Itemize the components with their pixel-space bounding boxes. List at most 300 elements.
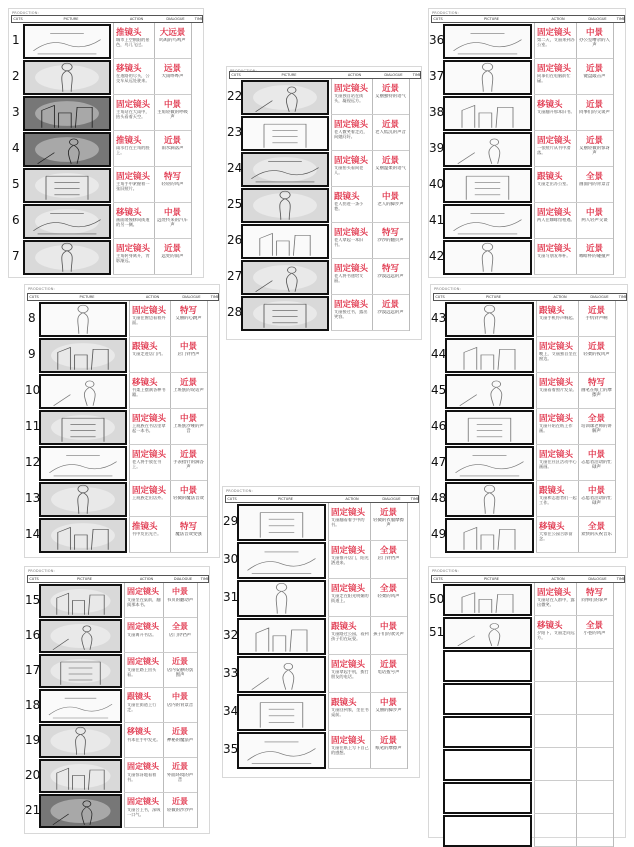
storyboard-frame <box>39 446 127 481</box>
column-header-cuts: CUTS <box>433 577 443 581</box>
cut-number: 9 <box>28 347 36 361</box>
camera-movement-label: 固定镜头 <box>537 588 572 598</box>
action-description: 书本在手中发光。 <box>127 738 161 742</box>
storyboard-row <box>9 131 205 167</box>
action-description: 艾丽手机铃声响起。 <box>539 316 577 320</box>
column-header-action: ACTION <box>553 295 567 299</box>
column-header-picture: PICTURE <box>77 577 92 581</box>
storyboard-frame <box>39 518 127 553</box>
camera-movement-label: 移镜头 <box>127 727 151 736</box>
cut-number: 15 <box>25 592 41 607</box>
shot-size-label: 近景 <box>585 244 603 254</box>
camera-movement-label: 移镜头 <box>537 100 563 110</box>
cut-number: 29 <box>223 514 239 528</box>
storyboard-row <box>431 409 629 445</box>
dialogue-sound-text: 沙漠远远的声 <box>377 274 404 279</box>
cut-number: 42 <box>429 249 445 263</box>
column-header-time: TIME <box>616 577 626 581</box>
action-description: 书中发出光芒。 <box>132 532 162 536</box>
action-description: 艾丽抬头看向老人。 <box>334 166 364 175</box>
camera-movement-label: 固定镜头 <box>334 264 369 274</box>
production-label: PRODUCTION: <box>226 489 253 493</box>
cut-number: 37 <box>429 69 445 83</box>
dialogue-sound-text: 轻轻的风声 <box>161 182 184 187</box>
sketch-illustration <box>447 520 532 551</box>
sketch-illustration <box>445 26 530 57</box>
row-divider <box>331 330 409 331</box>
column-header-time: TIME <box>194 17 204 21</box>
column-header-cuts: CUTS <box>435 295 445 299</box>
cut-number: 5 <box>12 177 20 191</box>
sketch-illustration <box>25 170 109 201</box>
production-label: PRODUCTION: <box>432 569 459 573</box>
storyboard-row <box>25 688 211 723</box>
column-header-row <box>225 495 419 503</box>
camera-movement-label: 固定镜头 <box>331 736 366 746</box>
column-header-dialogue: DIALOGUE <box>382 497 401 501</box>
storyboard-frame <box>241 260 329 295</box>
camera-movement-label: 固定镜头 <box>331 584 366 594</box>
storyboard-row <box>429 781 627 814</box>
dialogue-sound-text: 轻柔的夜风声 <box>583 352 610 357</box>
column-header-row <box>431 15 625 23</box>
dialogue-sound-text: 主角轻微的呼吸声 <box>157 110 188 121</box>
column-header-dialogue: DIALOGUE <box>173 577 193 581</box>
column-header-action: ACTION <box>145 295 160 299</box>
sketch-illustration <box>447 448 532 479</box>
storyboard-row <box>25 337 221 373</box>
action-description: 主角站在大雨中，抬头看着天空。 <box>116 110 150 119</box>
sketch-illustration <box>445 206 530 237</box>
shot-size-label: 特写 <box>163 172 181 182</box>
column-header-action: ACTION <box>345 497 359 501</box>
sketch-illustration <box>239 620 324 653</box>
column-header-picture: PICTURE <box>486 295 501 299</box>
column-header-row <box>27 575 209 583</box>
shot-size-label: 近景 <box>163 244 181 254</box>
storyboard-row <box>227 295 423 331</box>
row-divider <box>129 552 207 553</box>
dialogue-sound-text: 画面内的背景音 <box>579 182 610 187</box>
camera-movement-label: 跟镜头 <box>539 306 565 316</box>
column-header-action: ACTION <box>347 73 362 77</box>
sketch-illustration <box>41 656 120 686</box>
cut-number: 38 <box>429 105 445 119</box>
sketch-illustration <box>243 82 327 113</box>
storyboard-row <box>429 649 627 682</box>
sketch-illustration <box>25 98 109 129</box>
cut-number: 20 <box>25 767 41 782</box>
column-header-dialogue: DIALOGUE <box>384 73 403 77</box>
shot-size-label: 近景 <box>179 450 197 460</box>
column-header-time: TIME <box>412 73 422 77</box>
shot-size-label: 中景 <box>172 587 188 596</box>
storyboard-frame <box>39 410 127 445</box>
action-description: 一张照片从书中滑落。 <box>537 146 571 155</box>
storyboard-row <box>25 793 211 828</box>
sketch-illustration <box>41 796 120 826</box>
column-header-cuts: CUTS <box>231 73 241 77</box>
storyboard-frame <box>443 132 532 167</box>
camera-movement-label: 固定镜头 <box>127 797 159 806</box>
storyboard-frame <box>241 188 329 223</box>
sketch-illustration <box>243 118 327 149</box>
sketch-illustration <box>445 784 530 812</box>
dialogue-sound-text: 培训课老师的讲解声 <box>581 424 612 435</box>
dialogue-sound-text: 魔法音效变强 <box>175 532 202 537</box>
action-description: 两人在咖啡馆相遇。 <box>537 218 575 222</box>
camera-movement-label: 推镜头 <box>116 28 142 38</box>
shot-size-label: 近景 <box>585 64 603 74</box>
action-description: 艾丽推开店门，阳光洒进来。 <box>331 556 369 565</box>
action-description: 上班族走出店外。 <box>132 496 166 500</box>
storyboard-frame <box>23 96 111 131</box>
action-description: 艾丽翻开那本旧书。 <box>537 110 575 114</box>
sketch-illustration <box>445 619 530 647</box>
sketch-illustration <box>41 376 125 407</box>
column-header-row <box>433 293 627 301</box>
action-description: 在道路的尽头，公交车从远处驶来。 <box>116 74 150 83</box>
action-description: 同事们在电脑前忙碌。 <box>537 74 571 83</box>
storyboard-frame <box>23 204 111 239</box>
dialogue-sound-text: 店内安静的氛围声 <box>166 668 194 679</box>
camera-movement-label: 移镜头 <box>116 64 142 74</box>
storyboard-row <box>9 95 205 131</box>
camera-movement-label: 固定镜头 <box>127 762 159 771</box>
camera-movement-label: 固定镜头 <box>127 587 159 596</box>
production-label: PRODUCTION: <box>28 569 55 573</box>
cut-number: 36 <box>429 33 445 47</box>
action-description: 艾丽路过公园，看到孩子们在玩耍。 <box>331 632 369 641</box>
column-header-cuts: CUTS <box>29 295 39 299</box>
cut-number: 46 <box>431 419 447 433</box>
storyboard-frame <box>39 794 122 828</box>
storyboard-frame <box>39 654 122 688</box>
sketch-illustration <box>445 170 530 201</box>
dialogue-sound-text: 上班族沙哑的声音 <box>173 424 204 435</box>
action-description: 画面缓慢移向街道的另一侧。 <box>116 218 150 227</box>
shot-size-label: 全景 <box>585 172 603 182</box>
action-description: 艾丽回到家，坐在书桌前。 <box>331 708 369 717</box>
shot-size-label: 近景 <box>172 657 188 666</box>
sketch-illustration <box>445 751 530 779</box>
action-description: 艾丽和志愿者们一起工作。 <box>539 496 577 505</box>
camera-movement-label: 固定镜头 <box>116 244 151 254</box>
sketch-illustration <box>445 817 530 845</box>
camera-movement-label: 固定镜头 <box>537 208 572 218</box>
cut-number: 23 <box>227 125 243 139</box>
storyboard-frame <box>443 650 532 682</box>
action-description: 夕阳下，艾丽走向远方。 <box>537 631 575 640</box>
sketch-illustration <box>445 718 530 746</box>
camera-movement-label: 固定镜头 <box>132 450 167 460</box>
action-description: 晚上，艾丽独自坐在窗边。 <box>539 352 577 361</box>
camera-movement-label: 跟镜头 <box>537 172 563 182</box>
storyboard-frame <box>445 518 534 553</box>
storyboard-row <box>227 151 423 187</box>
storyboard-frame <box>443 749 532 781</box>
sketch-illustration <box>41 304 125 335</box>
column-header-time: TIME <box>616 17 626 21</box>
action-description: 老人微笑着走近，向她问好。 <box>334 130 368 139</box>
dialogue-sound-text: 沙沙的翻页声 <box>377 238 404 243</box>
cut-number: 43 <box>431 311 447 325</box>
storyboard-frame <box>23 168 111 203</box>
storyboard-frame <box>443 716 532 748</box>
dialogue-sound-text: 沙漠远远的声 <box>377 310 404 315</box>
cut-number: 8 <box>28 311 36 325</box>
cut-number: 13 <box>25 491 41 505</box>
dialogue-sound-text: 键盘敲击声 <box>583 74 606 79</box>
action-description: 主角转身离开，背影渐远。 <box>116 254 150 263</box>
storyboard-row <box>9 239 205 275</box>
production-label: PRODUCTION: <box>432 11 459 15</box>
dialogue-sound-text: 外面环境的声音 <box>166 773 194 784</box>
production-label: PRODUCTION: <box>434 287 461 291</box>
cut-number: 49 <box>431 527 447 541</box>
dialogue-sound-text: 办公室嘈杂的人声 <box>579 38 610 49</box>
storyboard-row <box>429 167 627 203</box>
column-header-picture: PICTURE <box>63 17 79 21</box>
camera-movement-label: 固定镜头 <box>537 64 572 74</box>
shot-size-label: 远景 <box>163 64 181 74</box>
sketch-illustration <box>239 658 324 691</box>
column-header-cuts: CUTS <box>29 577 39 581</box>
camera-movement-label: 固定镜头 <box>331 546 366 556</box>
action-description: 老人将书递给艾丽。 <box>334 274 364 283</box>
shot-size-label: 近景 <box>381 300 399 310</box>
dialogue-sound-text: 同事们的交谈声 <box>579 110 610 115</box>
column-header-time: TIME <box>618 295 628 299</box>
storyboard-sheet <box>222 486 420 778</box>
action-description: 艾丽接过书，露出笑容。 <box>334 310 368 319</box>
storyboard-frame <box>237 656 326 693</box>
dialogue-sound-text: 老人低沉的声音 <box>375 130 406 135</box>
storyboard-row <box>429 814 627 847</box>
dialogue-sound-text: 书页的翻动声 <box>166 598 194 603</box>
camera-movement-label: 固定镜头 <box>537 244 572 254</box>
sketch-illustration <box>447 412 532 443</box>
production-label: PRODUCTION: <box>28 287 55 291</box>
cut-number: 31 <box>223 590 239 604</box>
storyboard-frame <box>443 96 532 131</box>
column-header-action: ACTION <box>139 577 154 581</box>
dialogue-sound-text: 艾丽的脚步声 <box>375 708 402 713</box>
dialogue-sound-text: 轻微的沙沙声 <box>166 808 194 813</box>
action-description: 艾丽在路上回头看。 <box>127 668 157 677</box>
action-description <box>537 763 575 780</box>
storyboard-row <box>223 503 421 541</box>
shot-size-label: 近景 <box>379 736 397 746</box>
camera-movement-label: 固定镜头 <box>334 84 369 94</box>
camera-movement-label: 固定镜头 <box>537 136 572 146</box>
storyboard-row <box>429 715 627 748</box>
dialogue-sound-text: 神秘的魔法声 <box>166 738 194 743</box>
storyboard-frame <box>445 482 534 517</box>
cut-number: 2 <box>12 69 20 83</box>
sketch-illustration <box>41 726 120 756</box>
storyboard-frame <box>237 504 326 541</box>
action-description: 艾丽站在人群中，露出微笑。 <box>537 598 575 607</box>
camera-movement-label: 推镜头 <box>132 522 158 532</box>
action-description: 艾丽走出办公室。 <box>537 182 571 186</box>
cut-number: 26 <box>227 233 243 247</box>
action-description: 老人将手放在书上。 <box>132 460 162 469</box>
dialogue-sound-text <box>578 730 611 747</box>
sketch-illustration <box>25 62 109 93</box>
storyboard-frame <box>443 168 532 203</box>
camera-movement-label: 固定镜头 <box>132 306 167 316</box>
column-header-action: ACTION <box>129 17 144 21</box>
camera-movement-label: 跟镜头 <box>331 622 357 632</box>
column-header-row <box>11 15 203 23</box>
column-header-picture: PICTURE <box>484 17 499 21</box>
storyboard-row <box>9 23 205 59</box>
storyboard-frame <box>443 24 532 59</box>
action-description <box>537 697 575 714</box>
shot-size-label: 近景 <box>172 727 188 736</box>
row-divider <box>536 552 615 553</box>
storyboard-row <box>25 758 211 793</box>
sketch-illustration <box>445 685 530 713</box>
action-description: 雨水打在主角的脸上。 <box>116 146 150 155</box>
shot-size-label: 特写 <box>381 264 399 274</box>
storyboard-row <box>429 23 627 59</box>
camera-movement-label: 移镜头 <box>116 208 142 218</box>
shot-size-label: 近景 <box>163 136 181 146</box>
sketch-illustration <box>447 376 532 407</box>
column-header-dialogue: DIALOGUE <box>182 295 201 299</box>
cut-number: 12 <box>25 455 41 469</box>
storyboard-sheet <box>24 566 210 834</box>
column-header-row <box>431 575 625 583</box>
action-description: 艾丽在街道上行走。 <box>127 703 157 712</box>
action-description: 艾丽看着照片发呆。 <box>539 388 577 392</box>
dialogue-sound-text: 小巷的风声 <box>583 631 606 636</box>
action-description: 艾丽在社区活动中心画画。 <box>539 460 577 469</box>
shot-size-label: 中景 <box>381 192 399 202</box>
storyboard-frame <box>39 759 122 793</box>
cut-number: 24 <box>227 161 243 175</box>
storyboard-sheet <box>226 66 422 340</box>
dialogue-sound-text: 志愿者活动的忙碌声 <box>581 460 612 471</box>
sketch-illustration <box>445 652 530 680</box>
cut-number: 11 <box>25 419 41 433</box>
shot-size-label: 近景 <box>381 120 399 130</box>
storyboard-frame <box>445 446 534 481</box>
sketch-illustration <box>445 62 530 93</box>
row-divider <box>328 768 407 769</box>
column-header-picture: PICTURE <box>281 73 297 77</box>
cut-number: 41 <box>429 213 445 227</box>
camera-movement-label: 移镜头 <box>132 378 158 388</box>
cut-number: 48 <box>431 491 447 505</box>
column-header-picture: PICTURE <box>484 577 499 581</box>
action-description <box>537 664 575 681</box>
cut-number: 28 <box>227 305 243 319</box>
sketch-illustration <box>239 544 324 577</box>
shot-size-label: 近景 <box>585 100 603 110</box>
storyboard-row <box>25 618 211 653</box>
shot-size-label: 近景 <box>381 84 399 94</box>
dialogue-sound-text: 艾丽温柔的语气 <box>375 166 406 171</box>
shot-size-label: 中景 <box>587 486 605 496</box>
shot-size-label: 近景 <box>381 156 399 166</box>
storyboard-frame <box>39 724 122 758</box>
camera-movement-label: 固定镜头 <box>116 172 151 182</box>
camera-movement-label: 固定镜头 <box>334 120 369 130</box>
storyboard-sheet <box>8 8 204 278</box>
dialogue-sound-text: 艾丽轻微的惊讶声 <box>579 146 610 157</box>
sketch-illustration <box>445 134 530 165</box>
storyboard-row <box>227 115 423 151</box>
storyboard-frame <box>443 683 532 715</box>
sketch-illustration <box>41 448 125 479</box>
camera-movement-label: 固定镜头 <box>132 414 167 424</box>
storyboard-frame <box>443 240 532 275</box>
dialogue-sound-text: 画笔在纸上的摩擦声 <box>581 388 612 399</box>
action-description: 书架上摆满各种书籍。 <box>132 388 166 397</box>
cut-number: 14 <box>25 527 41 541</box>
dialogue-sound-text: 上班族的说话声 <box>173 388 204 393</box>
camera-movement-label: 固定镜头 <box>334 300 369 310</box>
storyboard-frame <box>237 694 326 731</box>
dialogue-sound-text: 大雨哗哗声 <box>161 74 184 79</box>
dialogue-sound-text: 老人的脚步声 <box>377 202 404 207</box>
column-header-row <box>27 293 219 301</box>
action-description: 大家在公园合影留念。 <box>539 532 573 541</box>
dialogue-sound-text: 呜呜的鸟鸣声 <box>159 38 186 43</box>
shot-size-label: 特写 <box>179 306 197 316</box>
camera-movement-label: 固定镜头 <box>539 378 574 388</box>
storyboard-row <box>429 59 627 95</box>
storyboard-frame <box>23 240 111 275</box>
cut-number: 4 <box>12 141 20 155</box>
sketch-illustration <box>243 298 327 329</box>
storyboard-row <box>25 409 221 445</box>
action-description: 艾丽开始在纸上作画。 <box>539 424 573 433</box>
storyboard-frame <box>443 204 532 239</box>
action-description: 老人拐进一条小巷。 <box>334 202 364 211</box>
storyboard-frame <box>443 815 532 847</box>
storyboard-row <box>25 723 211 758</box>
storyboard-row <box>223 731 421 769</box>
storyboard-row <box>227 223 423 259</box>
camera-movement-label: 固定镜头 <box>539 342 574 352</box>
storyboard-row <box>223 541 421 579</box>
shot-size-label: 中景 <box>163 208 181 218</box>
storyboard-row <box>431 517 629 553</box>
cut-number: 47 <box>431 455 447 469</box>
column-header-action: ACTION <box>551 577 565 581</box>
camera-movement-label: 跟镜头 <box>539 486 565 496</box>
shot-size-label: 中景 <box>172 692 188 701</box>
storyboard-frame <box>443 60 532 95</box>
sketch-illustration <box>239 506 324 539</box>
shot-size-label: 近景 <box>172 762 188 771</box>
storyboard-row <box>223 579 421 617</box>
camera-movement-label: 推镜头 <box>116 136 142 146</box>
cut-number: 33 <box>223 666 239 680</box>
cut-number: 7 <box>12 249 20 263</box>
action-description: 艾丽翻看着手中的书。 <box>331 518 365 527</box>
camera-movement-label: 固定镜头 <box>331 508 366 518</box>
cut-number: 21 <box>25 802 41 817</box>
storyboard-frame <box>39 302 127 337</box>
storyboard-row <box>25 301 221 337</box>
action-description <box>537 796 575 813</box>
dialogue-sound-text: 轻微的衣服摩擦声 <box>373 518 404 529</box>
